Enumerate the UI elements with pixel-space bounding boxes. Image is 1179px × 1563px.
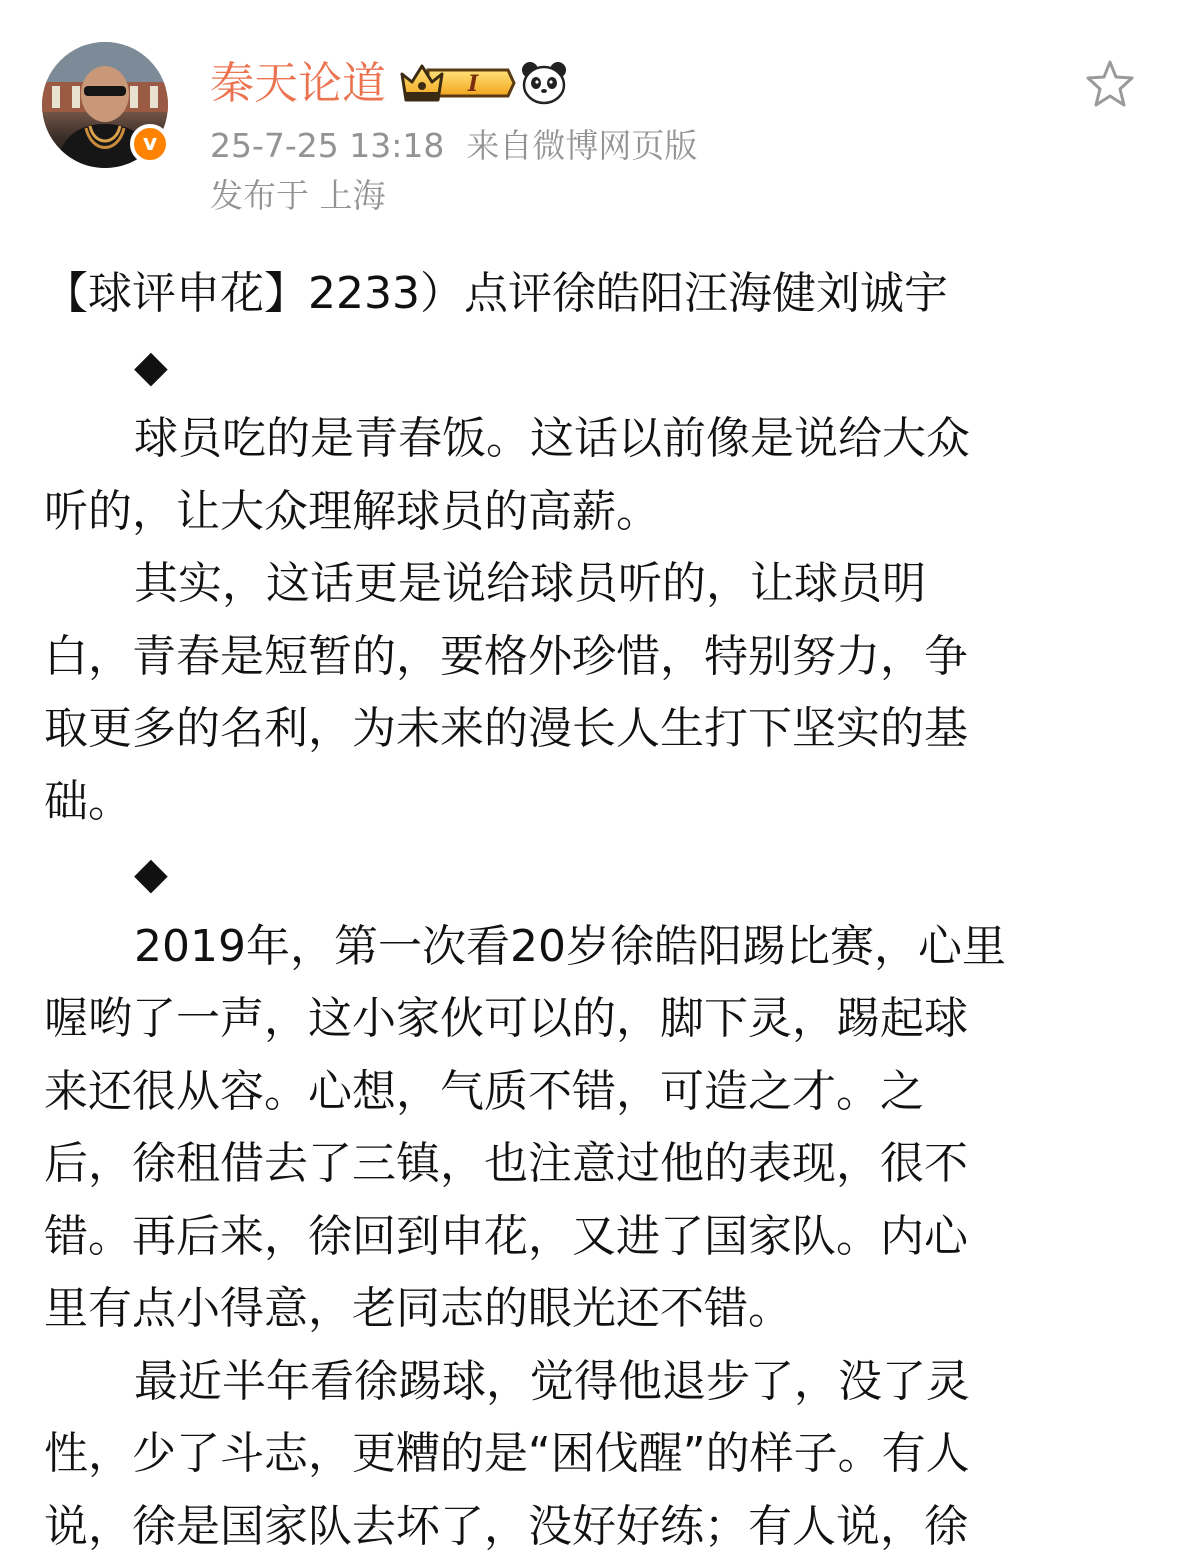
post-line: 球员吃的是青春饭。这话以前像是说给大众 [44, 403, 1136, 476]
post-line: 础。 [44, 766, 1136, 839]
post-line: 其实，这话更是说给球员听的，让球员明 [44, 548, 1136, 621]
post-line: 后，徐租借去了三镇，也注意过他的表现，很不 [44, 1128, 1136, 1201]
post-source[interactable]: 来自微博网页版 [466, 126, 697, 165]
post-meta [210, 124, 697, 168]
post-content [44, 258, 1136, 1563]
post-line: 取更多的名利，为未来的漫长人生打下坚实的基 [44, 693, 1136, 766]
post-line: 喔哟了一声，这小家伙可以的，脚下灵，踢起球 [44, 983, 1136, 1056]
post-timestamp: 25-7-25 13:18 [210, 126, 444, 165]
panda-icon[interactable] [520, 60, 568, 106]
post-line: 说，徐是国家队去坏了，没好好练；有人说，徐 [44, 1491, 1136, 1563]
post-line: 来还很从容。心想，气质不错，可造之才。之 [44, 1056, 1136, 1129]
section-divider: ◆ [44, 331, 1136, 404]
section-divider: ◆ [44, 838, 1136, 911]
post-line: 性，少了斗志，更糟的是“困伐醒”的样子。有人 [44, 1418, 1136, 1491]
post-location: 发布于 上海 [210, 174, 386, 218]
post-line: 里有点小得意，老同志的眼光还不错。 [44, 1273, 1136, 1346]
member-badge-text: I [467, 71, 479, 97]
user-name[interactable]: 秦天论道 [210, 56, 386, 112]
post-line: 最近半年看徐踢球，觉得他退步了，没了灵 [44, 1346, 1136, 1419]
post-line: 错。再后来，徐回到申花，又进了国家队。内心 [44, 1201, 1136, 1274]
verified-badge-icon: v [130, 124, 170, 164]
star-outline-icon[interactable] [1084, 58, 1136, 110]
post-line: 听的，让大众理解球员的高薪。 [44, 476, 1136, 549]
post-line: 2019年，第一次看20岁徐皓阳踢比赛，心里 [44, 911, 1136, 984]
post-line: 白，青春是短暂的，要格外珍惜，特别努力，争 [44, 621, 1136, 694]
crown-badge-icon[interactable] [398, 60, 516, 106]
post-title-line: 【球评申花】2233）点评徐皓阳汪海健刘诚宇 [44, 258, 1136, 331]
avatar-container[interactable] [42, 42, 168, 168]
